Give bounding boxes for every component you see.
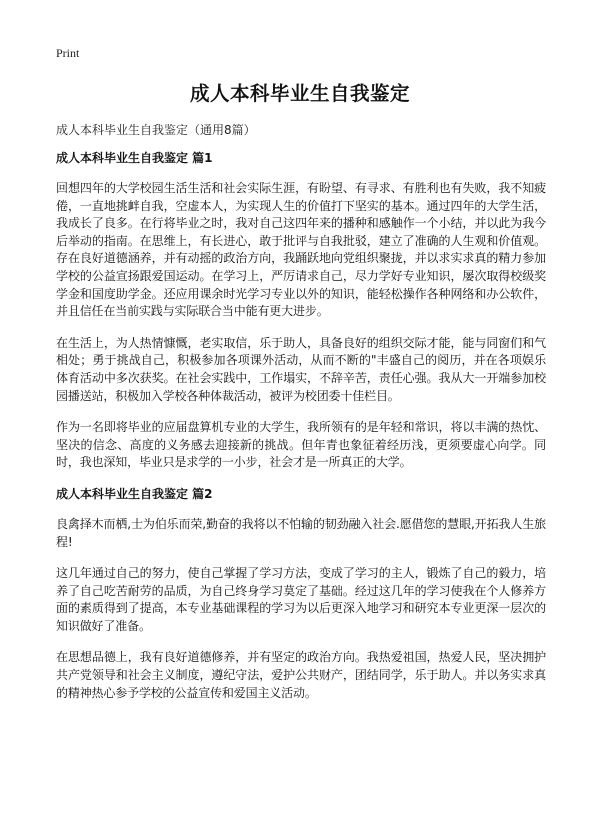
paragraph: 在生活上，为人热情慷慨，老实取信，乐于助人，具备良好的组织交际才能，能与同窗们和气相处；勇于挑战自己，积极参加各项课外活动，从而不断的"丰盛自己的阅历，并在各项娱乐体育活动中多次获奖。在社会实践中，工作塌实，不辞辛苦，责任心强。我从大一开端参加校园播送站，积极加入学校各种体裁活动，被评为校团委十佳栏目。: [56, 335, 546, 403]
paragraph: 良禽择木而栖,士为伯乐而荣,勤奋的我将以不怕输的韧劲融入社会.愿借您的慧眼,开拓我人生旅程!: [56, 516, 546, 549]
print-link[interactable]: Print: [56, 46, 80, 60]
article-body: [56, 150, 546, 716]
paragraph: 作为一名即将毕业的应届盘算机专业的大学生，我所领有的是年轻和常识，将以丰满的热忱、坚决的信念、高度的义务感去迎接新的挑战。但年青也象征着经历浅，更须要虚心向学。同时，我也深知，毕业只是求学的一小步，社会才是一所真正的大学。: [56, 420, 546, 470]
paragraph: 回想四年的大学校园生活生活和社会实际生涯，有盼望、有寻求、有胜利也有失败，我不知疲倦，一直地挑衅自我，空虚本人，为实现人生的价值打下坚实的基本。通过四年的大学生活，我成长了良多。在行将毕业之时，我对自己这四年来的播种和感触作一个小结，并以此为我今后举动的指南。在思维上，有长进心，敢于批评与自我批驳，建立了准确的人生观和价值观。存在良好道德涵养，并有动摇的政治方向，我踊跃地向党组织聚拢，并以求实求真的精力参加学校的公益宣扬跟爱国运动。在学习上，严厉请求自己，尽力学好专业知识，屡次取得校级奖学金和国度助学金。还应用课余时光学习专业以外的知识，能轻松操作各种网络和办公软件，并且信任在当前实践与实际联合当中能有更大进步。: [56, 181, 546, 319]
paragraph: 这几年通过自己的努力，使自己掌握了学习方法，变成了学习的主人，锻炼了自己的毅力，培养了自己吃苦耐劳的品质，为自己终身学习莫定了基础。经过这几年的学习使我在个人修养方面的素质得到了提高，本专业基础课程的学习为以后更深入地学习和研究本专业更深一层次的知识做好了准备。: [56, 566, 546, 633]
paragraph: 在思想品德上，我有良好道德修养，并有坚定的政治方向。我热爱祖国，热爱人民，坚决拥护共产党领导和社会主义制度，遵纪守法，爱护公共财产，团结同学，乐于助人。并以务实求真的精神热心参予学校的公益宣传和爱国主义活动。: [56, 650, 546, 700]
section-heading: 成人本科毕业生自我鉴定 篇2: [56, 486, 213, 501]
section-2: [56, 486, 546, 702]
section-1: [56, 150, 546, 472]
section-heading: 成人本科毕业生自我鉴定 篇1: [56, 151, 213, 165]
document-subtitle: 成人本科毕业生自我鉴定（通用8篇）: [56, 123, 256, 137]
document-title: 成人本科毕业生自我鉴定: [189, 82, 410, 105]
